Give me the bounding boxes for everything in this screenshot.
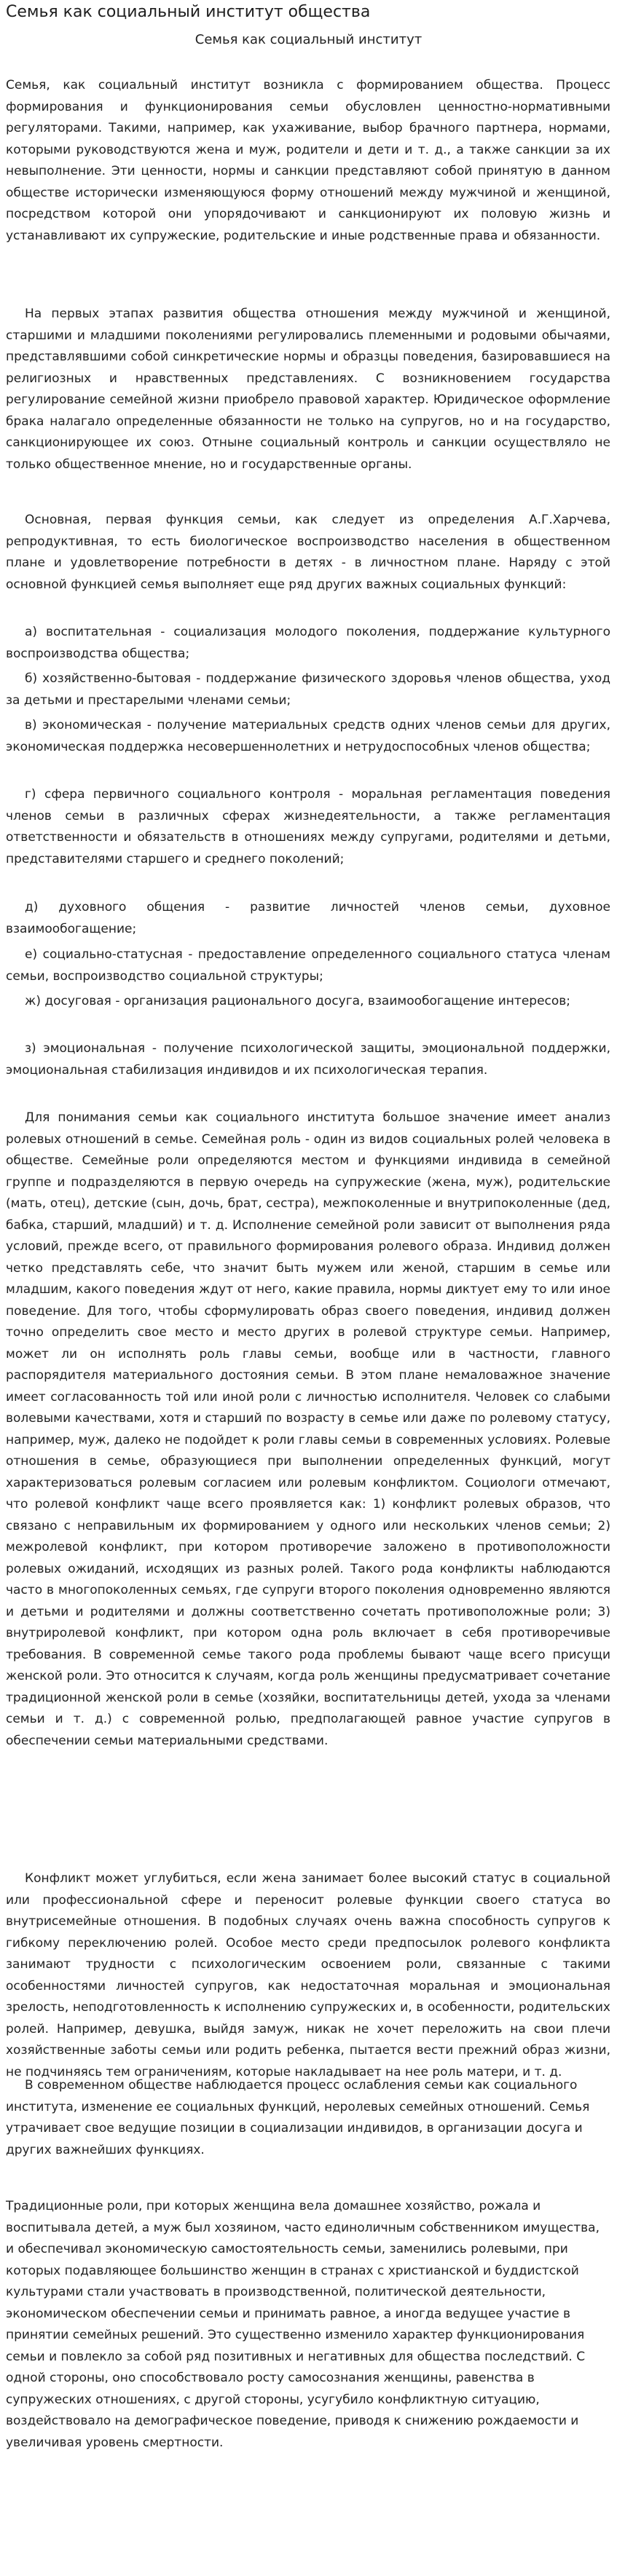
function-item-e: д) духовного общения - развитие личностей членов семьи, духовное взаимообогащение;: [6, 900, 610, 936]
paragraph-roles: Для понимания семьи как социального института большое значение имеет анализ ролевых отношений в семье. Семейная роль - один из видов социальных ролей человека в обществе. Семейные роли определяются местом и функциями индивида в семейной группе и подразделяются в первую очередь на супружеские (жена, муж), родительские (мать, отец), детские (сын, дочь, брат, сестра), межпоколенные и внутрипоколенные (дед, бабка, старший, младший) и т. д. Исполнение семейной роли зависит от выполнения ряда условий, прежде всего, от правильного формирования ролевого образа. Индивид должен четко представлять себе, что значит быть мужем или женой, старшим в семье или младшим, какого поведения ждут от него, какие правила, нормы диктует ему то или иное поведение. Для того, чтобы сформулировать образ своего поведения, индивид должен точно определить свое место и место других в ролевой структуре семьи. Например, может ли он исполнять роль главы семьи, вообще или в частности, главного распорядителя материального достояния семьи. В этом плане немаловажное значение имеет согласованность той или иной роли с личностью исполнителя. Человек со слабыми волевыми качествами, хотя и старший по возрасту в семье или даже по ролевому статусу, например, муж, далеко не подойдет к роли главы семьи в современных условиях. Ролевые отношения в семье, образующиеся при выполнении определенных функций, могут характеризоваться ролевым согласием или ролевым конфликтом. Социологи отмечают, что ролевой конфликт чаще всего проявляется как: 1) конфликт ролевых образов, что связано с неправильным их формированием у одного или нескольких членов семьи; 2) межролевой конфликт, при котором противоречие заложено в противоположности ролевых ожиданий, исходящих из разных ролей. Такого рода конфликты наблюдаются часто в многопоколенных семьях, где супруги второго поколения одновременно являются и детьми и родителями и должны соответственно сочетать противоположные роли; 3) внутриролевой конфликт, при котором одна роль включает в себя противоречивые требования. В современной семье такого рода проблемы бывают чаще всего присущи женской роли. Это относится к случаям, когда роль женщины предусматривает сочетание традиционной женской роли в семье (хозяйки, воспитательницы детей, ухода за членами семьи и т. д.) с современной ролью, предполагающей равное участие супругов в обеспечении семьи материальными средствами.: [6, 1110, 610, 1748]
function-item-f: е) социально-статусная - предоставление определенного социального статуса членам семьи, воспроизводство социальной структуры;: [6, 947, 610, 984]
document-title: Семья как социальный институт общества: [6, 3, 371, 21]
paragraph-traditional-roles: Традиционные роли, при которых женщина вела домашнее хозяйство, рожала и воспитывала детей, а муж был хозяином, часто единоличным собственником имущества, и обеспечивал экономическую самостоятельность семьи, заменились ролевыми, при которых подавляющее большинство женщин в странах с христианской и буддистской культурами стали участвовать в производственной, политической деятельности, экономическом обеспечении семьи и принимать равное, а иногда ведущее участие в принятии семейных решений. Это существенно изменило характер функционирования семьи и повлекло за собой ряд позитивных и негативных для общества последствий. С одной стороны, оно способствовало росту самосознания женщины, равенства в супружеских отношениях, с другой стороны, усугубило конфликтную ситуацию, воздействовало на демографическое поведение, приводя к снижению рождаемости и увеличивая уровень смертности.: [6, 2199, 600, 2450]
function-item-d: г) сфера первичного социального контроля - моральная регламентация поведения членов семьи в различных сферах жизнедеятельности, а также регламентация ответственности и обязательств в отношениях между супругами, родителями и детьми, представителями старшего и среднего поколений;: [6, 787, 610, 866]
function-item-c: в) экономическая - получение материальных средств одних членов семьи для других, экономическая поддержка несовершеннолетних и нетрудоспособных членов общества;: [6, 718, 610, 754]
paragraph-history: На первых этапах развития общества отношения между мужчиной и женщиной, старшими и младшими поколениями регулировались племенными и родовыми обычаями, представлявшими собой синкретические нормы и образцы поведения, базировавшиеся на религиозных и нравственных представлениях. С возникновением государства регулирование семейной жизни приобрело правовой характер. Юридическое оформление брака налагало определенные обязанности не только на супругов, но и на государство, санкционирующее их союз. Отныне социальный контроль и санкции осуществляло не только общественное мнение, но и государственные органы.: [6, 307, 610, 472]
paragraph-modern-society: В современном обществе наблюдается процесс ослабления семьи как социального института, изменение ее социальных функций, неролевых семейных отношений. Семья утрачивает свое ведущие позиции в социализации индивидов, в организации досуга и других важнейших функциях.: [6, 2078, 590, 2157]
paragraph-conflict: Конфликт может углубиться, если жена занимает более высокий статус в социальной или профессиональной сфере и переносит ролевые функции своего статуса во внутрисемейные отношения. В подобных случаях очень важна способность супругов к гибкому переключению ролей. Особое место среди предпосылок ролевого конфликта занимают трудности с психологическим освоением роли, связанные с такими особенностями личностей супругов, как недостаточная моральная и эмоциональная зрелость, неподготовленность к исполнению супружеских и, в особенности, родительских ролей. Например, девушка, выйдя замуж, никак не хочет переложить на свои плечи хозяйственные заботы семьи или родить ребенка, пытается вести прежний образ жизни, не подчиняясь тем ограничениям, которые накладывает на нее роль матери, и т. д.: [6, 1871, 610, 2079]
paragraph-functions: Основная, первая функция семьи, как следует из определения А.Г.Харчева, репродуктивная, то есть биологическое воспроизводство населения в общественном плане и удовлетворение потребности в детях - в личностном плане. Наряду с этой основной функцией семья выполняет еще ряд других важных социальных функций:: [6, 513, 610, 592]
function-item-h: з) эмоциональная - получение психологической защиты, эмоциональной поддержки, эмоциональная стабилизация индивидов и их психологическая терапия.: [6, 1041, 610, 1078]
function-item-b: б) хозяйственно-бытовая - поддержание физического здоровья членов общества, уход за детьми и престарелыми членами семьи;: [6, 671, 610, 708]
paragraph-intro: Семья, как социальный институт возникла с формированием общества. Процесс формирования и функционирования семьи обусловлен ценностно-нормативными регуляторами. Такими, например, как ухаживание, выбор брачного партнера, нормами, которыми руководствуются жена и муж, родители и дети и т. д., а также санкции за их невыполнение. Эти ценности, нормы и санкции представляют собой принятую в данном обществе исторически изменяющуюся форму отношений между мужчиной и женщиной, посредством которой они упорядочивают и санкционируют их половую жизнь и устанавливают их супружеские, родительские и иные родственные права и обязанности.: [6, 78, 610, 243]
document-subtitle: Семья как социальный институт: [194, 32, 423, 47]
function-item-a: а) воспитательная - социализация молодого поколения, поддержание культурного воспроизводства общества;: [6, 625, 610, 661]
function-item-g: ж) досуговая - организация рационального досуга, взаимообогащение интересов;: [25, 994, 571, 1008]
